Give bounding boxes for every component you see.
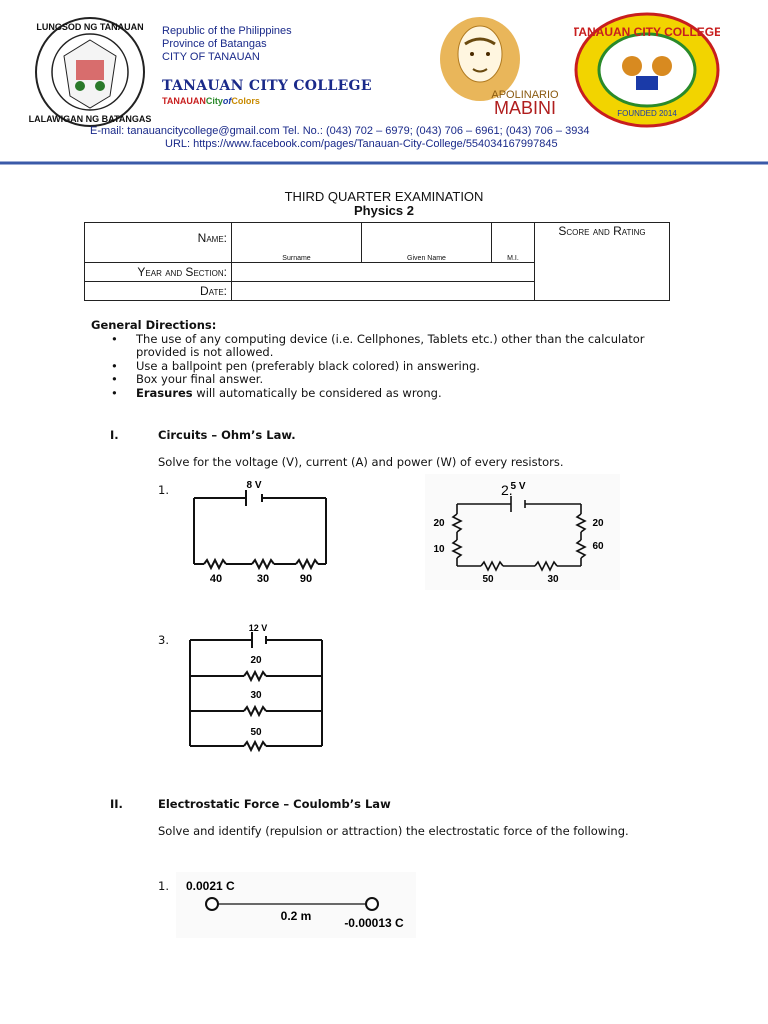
general-directions (91, 319, 681, 400)
distance-label: 0.2 m (280, 909, 312, 923)
problem1-number: 1. (158, 879, 169, 893)
contact-info: E-mail: tanauancitycollege@gmail.com Tel. No.: (043) 702 – 6979; (043) 706 – 6961; (043) 706 – 3934 (90, 125, 590, 137)
circuit3-number: 3. (158, 633, 169, 647)
exam-title: THIRD QUARTER EXAMINATION (284, 189, 484, 204)
direction-item: • Erasures will automatically be considered as wrong. (91, 387, 681, 401)
section2-title: Electrostatic Force – Coulomb’s Law (158, 797, 391, 811)
section2-numeral: II. (110, 797, 123, 811)
surname-cell[interactable]: Surname (232, 223, 362, 263)
circuit2-left-bottom: 10 (433, 544, 445, 555)
circuit2-bottom-left: 50 (482, 574, 494, 585)
circuit1-number: 1. (158, 483, 169, 497)
header-divider (0, 151, 768, 156)
circuit2-right-top: 20 (592, 518, 604, 529)
svg-text:LUNGSOD NG TANAUAN: LUNGSOD NG TANAUAN (36, 22, 144, 32)
svg-text:TANAUAN CITY COLLEGE: TANAUAN CITY COLLEGE (574, 25, 720, 39)
year-section-field[interactable] (232, 263, 535, 282)
charge2-icon (366, 898, 378, 910)
circuit2-right-bottom: 60 (592, 541, 604, 552)
header-city: CITY OF TANAUAN (162, 51, 260, 63)
section1-title: Circuits – Ohm’s Law. (158, 428, 296, 442)
circuit3-voltage: 12 V (248, 623, 268, 633)
date-label: Date: (85, 282, 232, 301)
section2-instruction: Solve and identify (repulsion or attraction) the electrostatic force of the following. (158, 824, 629, 838)
circuit2-left-top: 20 (433, 518, 445, 529)
right-seal (574, 12, 720, 128)
given-name-cell[interactable]: Given Name (362, 223, 492, 263)
header-province: Province of Batangas (162, 38, 267, 50)
mabini-portrait (425, 14, 565, 124)
direction-item: • The use of any computing device (i.e. Cellphones, Tablets etc.) other than the calculator provided is not allowed. (91, 333, 681, 360)
circuit1-r3: 90 (299, 573, 313, 585)
left-seal (20, 16, 160, 128)
city-seal-icon (20, 16, 160, 128)
student-info-table (84, 222, 670, 301)
score-rating-cell: Score and Rating (535, 223, 670, 301)
date-field[interactable] (232, 282, 535, 301)
svg-text:APOLINARIO: APOLINARIO (491, 89, 559, 101)
circuit2-voltage: 5 V (510, 481, 526, 492)
direction-item: • Use a ballpoint pen (preferably black colored) in answering. (91, 360, 681, 374)
charges-diagram (176, 872, 416, 938)
charge1-icon (206, 898, 218, 910)
name-label: Name: (85, 223, 232, 263)
circuit3-r1: 20 (250, 655, 262, 666)
mi-cell[interactable]: M.I. (492, 223, 535, 263)
svg-text:LALAWIGAN NG BATANGAS: LALAWIGAN NG BATANGAS (28, 114, 152, 124)
header-republic: Republic of the Philippines (162, 25, 292, 37)
contact-url[interactable]: URL: https://www.facebook.com/pages/Tanauan-City-College/554034167997845 (165, 138, 558, 150)
college-seal-icon (574, 12, 720, 128)
circuit3-r2: 30 (250, 690, 262, 701)
circuit3-r3: 50 (250, 727, 262, 738)
charge1-label: 0.0021 C (186, 879, 235, 893)
charge2-label: -0.00013 C (344, 916, 404, 930)
circuit1-r2: 30 (256, 573, 270, 585)
circuit1-r1: 40 (209, 573, 223, 585)
year-section-label: Year and Section: (85, 263, 232, 282)
circuit1-voltage: 8 V (246, 480, 262, 491)
direction-item: • Box your final answer. (91, 373, 681, 387)
college-slogan: TANAUANCityofColors (162, 96, 260, 106)
circuit2-bottom-right: 30 (547, 574, 559, 585)
circuit1-diagram (186, 476, 336, 588)
directions-list (91, 333, 681, 401)
svg-text:FOUNDED 2014: FOUNDED 2014 (617, 109, 677, 118)
svg-text:MABINI: MABINI (493, 98, 557, 118)
circuit3-diagram (184, 620, 329, 762)
college-name: TANAUAN CITY COLLEGE (162, 78, 372, 94)
section1-numeral: I. (110, 428, 119, 442)
directions-heading: General Directions: (91, 318, 217, 332)
circuit2-number: 2. (501, 482, 513, 498)
portrait-icon (425, 14, 565, 124)
exam-subject: Physics 2 (354, 203, 414, 218)
section1-instruction: Solve for the voltage (V), current (A) and power (W) of every resistors. (158, 455, 564, 469)
circuit2-diagram (425, 474, 620, 590)
